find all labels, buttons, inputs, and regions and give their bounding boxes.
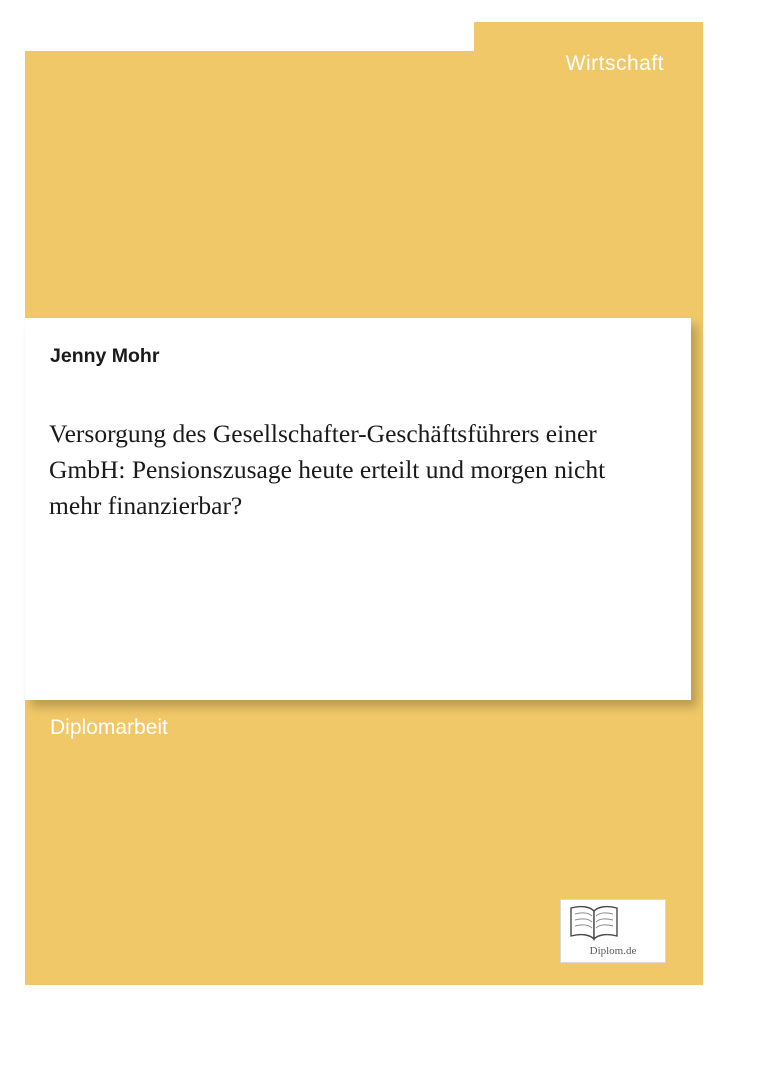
title-card bbox=[25, 318, 691, 700]
page-title: Versorgung des Gesellschafter-Geschäftsführers einer GmbH: Pensionszusage heute erteilt und morgen nicht mehr finanzierbar? bbox=[49, 419, 606, 520]
category-label: Wirtschaft bbox=[565, 52, 664, 75]
cover-background-panel bbox=[25, 22, 703, 985]
book-icon bbox=[568, 904, 620, 942]
author-name: Jenny Mohr bbox=[50, 345, 160, 367]
document-type-label: Diplomarbeit bbox=[50, 716, 168, 739]
publisher-name: Diplom.de bbox=[589, 945, 637, 957]
publisher-logo bbox=[560, 899, 666, 963]
cover-top-notch bbox=[25, 22, 474, 51]
